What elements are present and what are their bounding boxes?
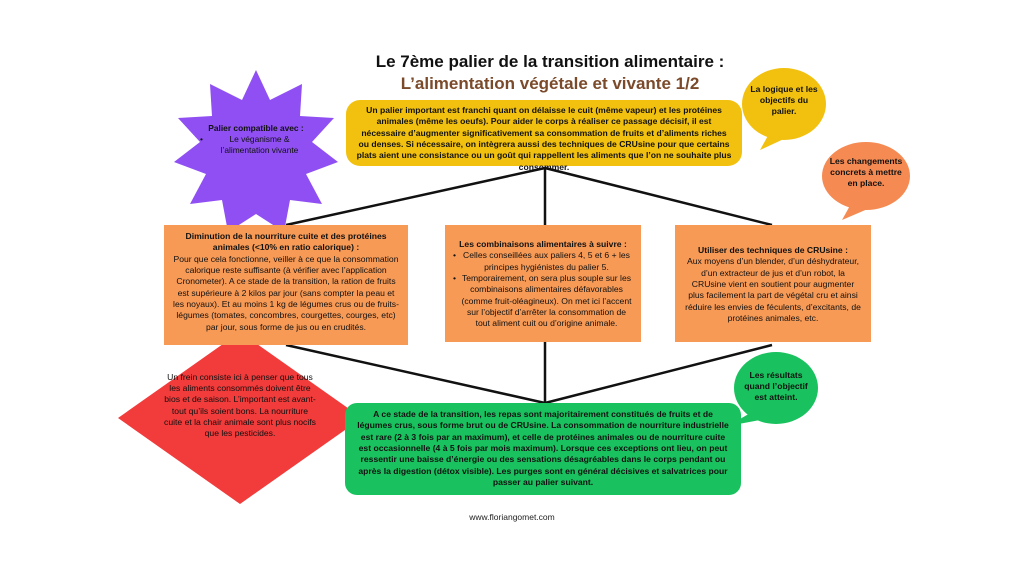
star-text (200, 123, 312, 156)
intro-box (346, 100, 742, 172)
right-box-heading: Utiliser des techniques de CRUsine : (698, 245, 848, 255)
list-item-text: Temporairement, on sera plus souple sur les combinaisons alimentaires défavorables (comme fruit-oléagineux). On met ici l’accent sur l’objectif d’arrêter la consommation de tout aliment cuit ou d’origine animale. (461, 273, 632, 329)
connector-line (286, 168, 545, 225)
result-text: A ce stade de la transition, les repas sont majoritairement constitués de fruits et de légumes crus, sous forme brut ou de CRUsine. La consommation de nourriture industrielle est rare (2 à 3 fois par an maximum), et celle de protéines animales ou de nourriture cuite est occasionnelle (4 à 5 fois par mois maximum). Lorsque ces exceptions ont lieu, on peut ressentir une baisse d’énergie ou des sensations désagréables dans le corps pendant ou après la digestion (détox visible). Les purges sont en général décisives et salvatrices pour passer au palier suivant. (357, 409, 729, 488)
diamond-text: Un frein consiste ici à penser que tous les aliments consommés doivent être bios et de saison. L’important est avant-tout qu’ils soient bons. La nourriture cuite et la chair animale sont plus nocifs que les pesticides. (164, 372, 316, 438)
bullet-icon: • (200, 133, 203, 144)
right-box (675, 225, 871, 342)
right-box-text: Aux moyens d’un blender, d’un déshydrateur, d’un extracteur de jus et d’un robot, la CRUsine vient en soutient pour augmenter plus facilement la part de végétal cru et ainsi réduire les envies de féculents, d’excitants, de protéines animales, etc. (685, 256, 861, 324)
middle-box-list (453, 250, 633, 329)
bubble-logic-text: La logique et les objectifs du palier. (750, 84, 818, 117)
star-heading: Palier compatible avec : (208, 123, 304, 133)
star-item-text: Le véganisme & l’alimentation vivante (220, 133, 299, 155)
bubble-changes-text: Les changements concrets à mettre en place. (829, 156, 903, 189)
intro-text: Un palier important est franchi quant on délaisse le cuit (même vapeur) et les protéines animales (même les oeufs). Pour aider le corps à réaliser ce passage décisif, il est nécessaire d’augmenter significativement sa consommation de fruits et d’aliments riches ou denses. Si nécessaire, on intègrera aussi des techniques de CRUsine pour que certains plats aient une consistance ou un goût qui rappellent les aliments que l’on ne souhaite plus consommer. (356, 105, 732, 172)
list-item-text: Celles conseillées aux paliers 4, 5 et 6 + les principes hygiénistes du palier 5. (463, 250, 630, 272)
page-title: Le 7ème palier de la transition alimentaire : (375, 52, 725, 71)
bubble-results-text: Les résultats quand l’objectif est atteint. (744, 370, 808, 403)
result-box (345, 403, 741, 495)
middle-box (445, 225, 641, 342)
footer-url[interactable]: www.floriangomet.com (469, 512, 555, 522)
bullet-icon: • (453, 250, 457, 261)
page-subtitle: L’alimentation végétale et vivante 1/2 (400, 74, 700, 93)
connector-line (545, 168, 772, 225)
left-box-heading: Diminution de la nourriture cuite et des protéines animales (<10% en ratio calorique) : (185, 231, 387, 253)
star-item (200, 134, 312, 156)
list-item (453, 273, 633, 330)
bullet-icon: • (453, 273, 457, 284)
middle-box-heading: Les combinaisons alimentaires à suivre : (459, 239, 627, 249)
left-box-text: Pour que cela fonctionne, veiller à ce que la consommation calorique reste suffisante (à vérifier avec l’application Cronometer). A ce stade de la transition, la ration de fruits est supérieure à 2 kilos par jour (sans compter la peau et les noyaux). Et au moins 1 kg de légumes crus ou de fruits-légumes (tomates, concombres, courgettes, courges, etc) par jour, sous forme de jus ou en crudités. (173, 253, 399, 332)
left-box (164, 225, 408, 345)
list-item (453, 250, 633, 273)
